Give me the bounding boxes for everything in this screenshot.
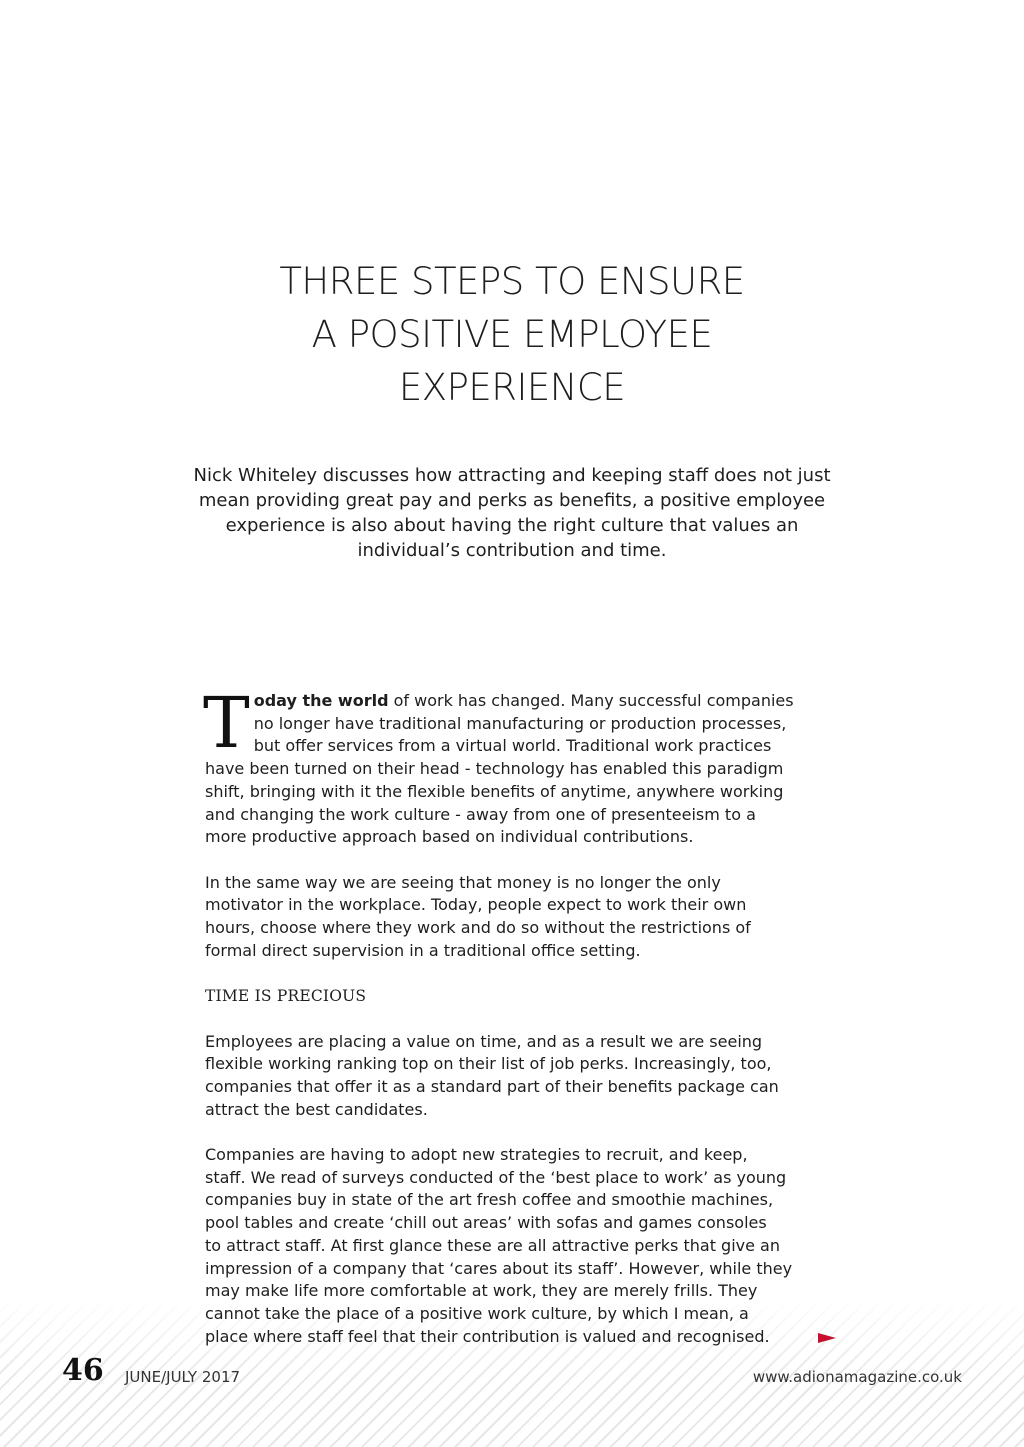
article-title [150,255,874,414]
continue-arrow-icon [818,1333,836,1343]
body-line: may make life more comfortable at work, they are merely frills. They [205,1281,758,1301]
issue-date: JUNE/JULY 2017 [125,1368,241,1386]
standfirst-line: individual’s contribution and time. [357,540,667,561]
standfirst-line: experience is also about having the right culture that values an [225,515,799,536]
body-line: and changing the work culture - away from one of presenteeism to a [205,804,756,824]
subheading: TIME IS PRECIOUS [205,987,367,1006]
body-line: flexible working ranking top on their list of job perks. Increasingly, too, [205,1054,772,1074]
body-line-text: of work has changed. Many successful companies [388,691,794,710]
drop-cap: T [203,682,250,764]
article-standfirst [150,463,874,563]
body-line [205,690,845,713]
body-line: In the same way we are seeing that money is no longer the only [205,872,721,892]
body-line: formal direct supervision in a traditional office setting. [205,940,641,960]
body-line: companies that offer it as a standard part of their benefits package can [205,1076,779,1096]
paragraph-intro [203,682,845,849]
body-line: more productive approach based on individual contributions. [205,827,694,847]
body-line: Employees are placing a value on time, and as a result we are seeing [205,1031,763,1051]
paragraph-2 [205,872,845,963]
title-line: THREE STEPS TO ENSURE [279,260,745,303]
body-line: Companies are having to adopt new strategies to recruit, and keep, [205,1145,748,1164]
body-line: attract the best candidates. [205,1099,428,1119]
article-body [203,682,845,1348]
paragraph-4 [205,1144,845,1348]
body-line: staff. We read of surveys conducted of the ‘best place to work’ as young [205,1167,787,1187]
body-line: shift, bringing with it the flexible benefits of anytime, anywhere working [205,781,784,801]
body-line: motivator in the workplace. Today, people expect to work their own [205,895,747,915]
page-number: 46 [62,1353,104,1388]
body-line: no longer have traditional manufacturing or production processes, [253,713,787,733]
body-line: place where staff feel that their contribution is valued and recognised. [205,1326,770,1346]
body-line: cannot take the place of a positive work culture, by which I mean, a [205,1303,749,1323]
standfirst-line: mean providing great pay and perks as benefits, a positive employee [198,490,826,511]
lead-in: oday the world [253,691,389,710]
body-line: hours, choose where they work and do so without the restrictions of [205,918,751,938]
body-line: pool tables and create ‘chill out areas’ with sofas and games consoles [205,1213,767,1233]
body-line: companies buy in state of the art fresh coffee and smoothie machines, [205,1190,774,1210]
title-line: A POSITIVE EMPLOYEE [311,313,713,356]
body-line: have been turned on their head - technology has enabled this paradigm [205,759,784,779]
paragraph-3 [205,1031,845,1122]
body-line: to attract staff. At first glance these are all attractive perks that give an [205,1235,780,1255]
body-line: but offer services from a virtual world. Traditional work practices [253,736,772,756]
website-url: www.adionamagazine.co.uk [752,1368,962,1386]
standfirst-line: Nick Whiteley discusses how attracting and keeping staff does not just [193,465,831,486]
title-line: EXPERIENCE [398,366,626,409]
body-line: impression of a company that ‘cares about its staff’. However, while they [205,1258,793,1278]
